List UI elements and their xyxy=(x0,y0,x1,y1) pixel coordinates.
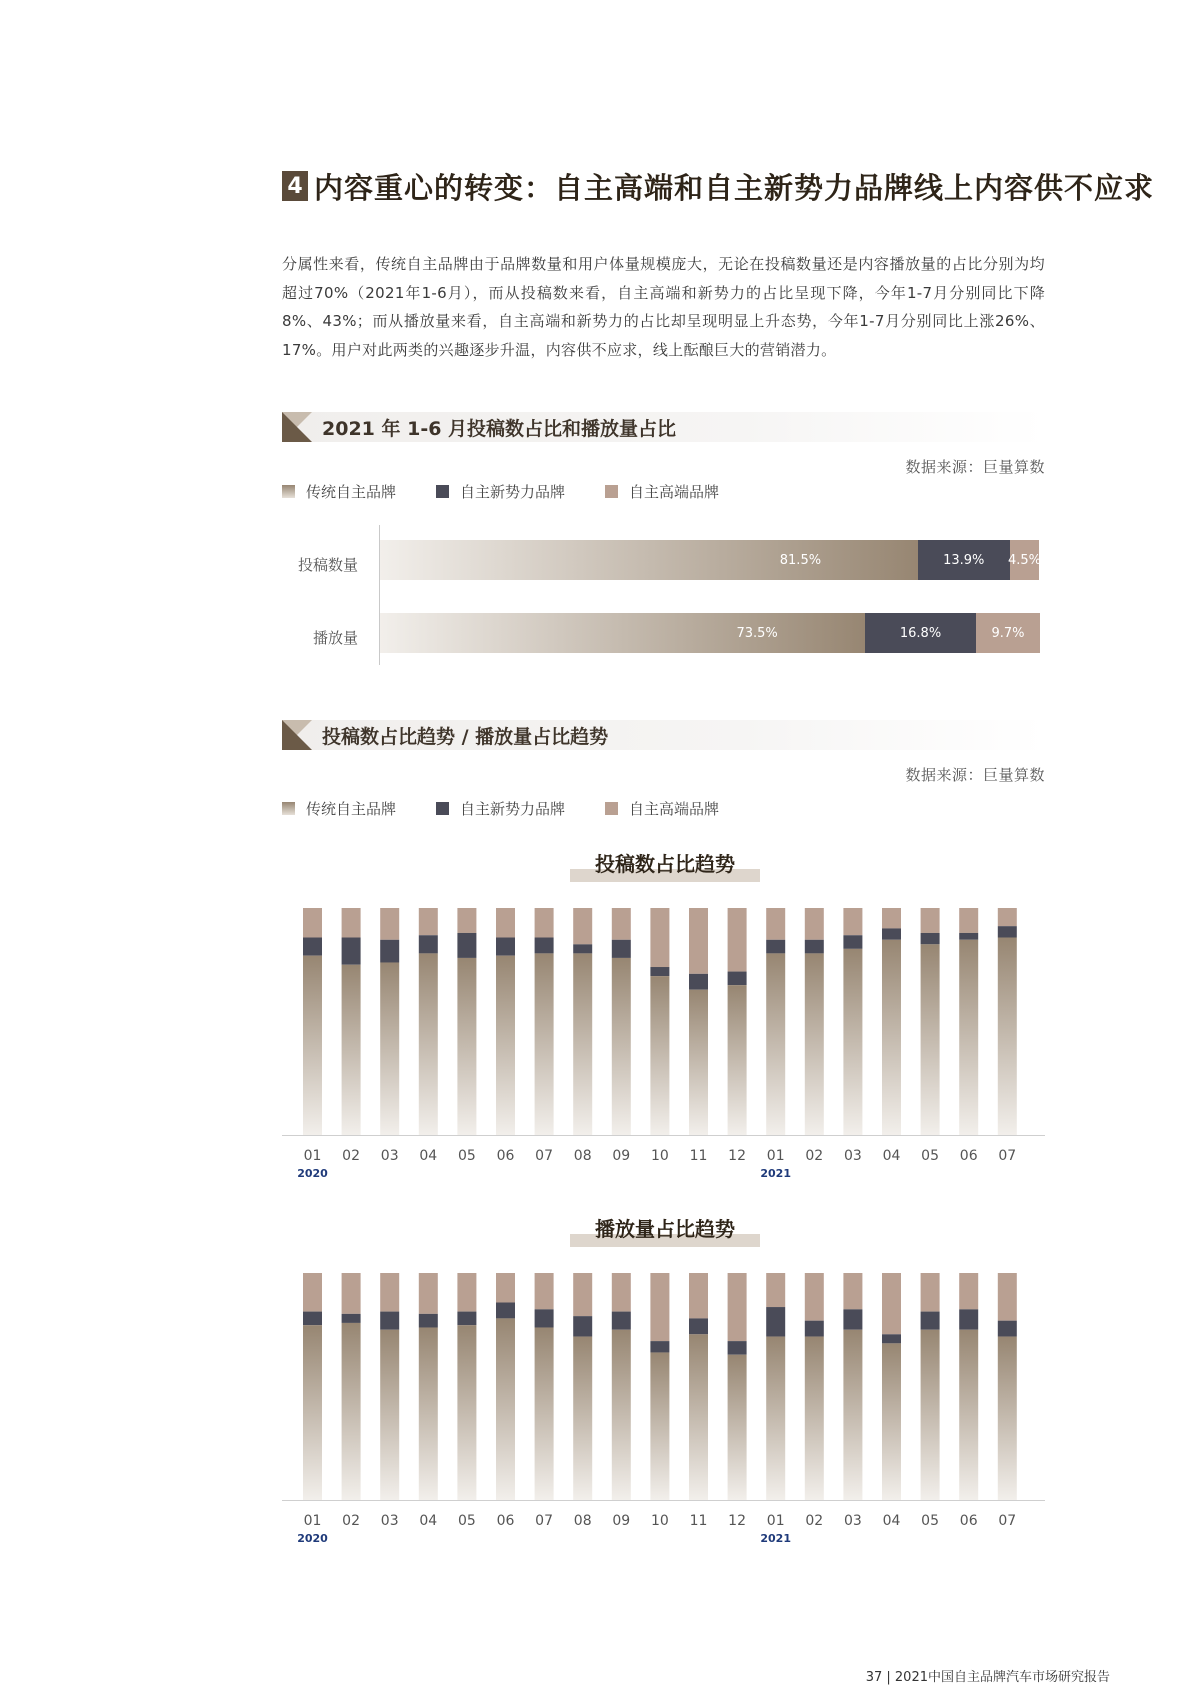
legend-item-traditional xyxy=(282,798,396,819)
chart1-title-text: 投稿数占比趋势 xyxy=(595,852,735,876)
x-tick-label: 04 xyxy=(419,1148,438,1164)
legend-swatch xyxy=(282,802,295,815)
bar-segment-high xyxy=(805,1273,824,1321)
bar-segment-high xyxy=(766,1273,785,1307)
page-footer: 37 | 2021中国自主品牌汽车市场研究报告 xyxy=(865,1670,1110,1685)
hbar-value-label: 81.5% xyxy=(779,552,822,568)
bar-segment-traditional xyxy=(998,938,1017,1135)
bar-segment-high xyxy=(843,908,862,935)
x-tick-label: 02 xyxy=(342,1148,361,1164)
x-tick-label: 04 xyxy=(882,1513,901,1529)
legend-label: 自主高端品牌 xyxy=(629,482,720,501)
x-tick-label: 04 xyxy=(882,1148,901,1164)
bar-segment-traditional xyxy=(843,949,862,1135)
block2-title: 投稿数占比趋势 / 播放量占比趋势 xyxy=(322,725,609,748)
bar-segment-high xyxy=(689,908,708,974)
bar-segment-high xyxy=(959,1273,978,1309)
year-label: 2021 xyxy=(760,1532,792,1545)
bar-segment-traditional xyxy=(728,1355,747,1500)
x-tick-label: 01 xyxy=(766,1148,785,1164)
block1-header xyxy=(282,412,1045,442)
bar-segment-traditional xyxy=(380,1330,399,1500)
bar-segment-high xyxy=(728,908,747,972)
x-tick-label: 07 xyxy=(998,1148,1017,1164)
bar-segment-new xyxy=(650,1341,669,1352)
year-label: 2020 xyxy=(297,1532,328,1545)
legend-item-traditional xyxy=(282,481,396,502)
x-tick-label: 01 xyxy=(766,1513,785,1529)
bar-segment-high xyxy=(303,908,322,938)
chart1-title xyxy=(570,848,760,882)
hbar-value-label: 9.7% xyxy=(991,625,1025,641)
bar-segment-traditional xyxy=(573,1337,592,1500)
hbar-segment-high xyxy=(1007,540,1041,580)
x-tick-label: 10 xyxy=(650,1513,669,1529)
bar-segment-high xyxy=(496,1273,515,1303)
section-title-text: 内容重心的转变：自主高端和自主新势力品牌线上内容供不应求 xyxy=(314,170,1155,205)
bar-segment-traditional xyxy=(535,1327,554,1500)
legend-item-high xyxy=(605,481,719,502)
bar-segment-new xyxy=(959,1309,978,1329)
triangle-icon xyxy=(282,412,312,442)
bar-segment-traditional xyxy=(342,965,361,1135)
bar-segment-high xyxy=(573,1273,592,1316)
hbar-segment-traditional xyxy=(380,613,865,653)
bar-segment-new xyxy=(921,933,940,944)
bar-segment-traditional xyxy=(805,953,824,1135)
bar-segment-traditional xyxy=(419,1327,438,1500)
bar-segment-high xyxy=(496,908,515,938)
hbar-segment-traditional xyxy=(380,540,918,580)
hbar-value-label: 13.9% xyxy=(943,552,985,568)
x-tick-label: 07 xyxy=(535,1148,554,1164)
bar-segment-high xyxy=(882,1273,901,1334)
bar-segment-traditional xyxy=(921,944,940,1135)
bar-segment-high xyxy=(380,908,399,940)
x-tick-label: 01 xyxy=(303,1148,322,1164)
bar-segment-high xyxy=(650,1273,669,1341)
bar-segment-new xyxy=(419,1314,438,1328)
legend-swatch xyxy=(605,802,618,815)
bar-segment-new xyxy=(843,935,862,949)
legend-label: 自主新势力品牌 xyxy=(460,799,566,818)
bar-segment-traditional xyxy=(496,1318,515,1500)
bar-segment-high xyxy=(921,1273,940,1312)
bar-segment-high xyxy=(457,908,476,933)
bar-segment-high xyxy=(921,908,940,933)
x-tick-label: 05 xyxy=(457,1148,476,1164)
bar-segment-new xyxy=(535,938,554,954)
bar-segment-traditional xyxy=(612,1330,631,1500)
legend-label: 自主新势力品牌 xyxy=(460,482,566,501)
x-tick-label: 09 xyxy=(612,1148,631,1164)
block1-legend xyxy=(282,481,759,501)
bar-segment-traditional xyxy=(689,990,708,1135)
x-tick-label: 03 xyxy=(843,1148,862,1164)
bar-segment-new xyxy=(882,928,901,939)
bar-segment-high xyxy=(535,908,554,938)
year-label: 2020 xyxy=(297,1167,328,1180)
bar-segment-high xyxy=(342,908,361,938)
legend-swatch xyxy=(436,485,449,498)
legend-swatch xyxy=(605,485,618,498)
bar-segment-new xyxy=(303,938,322,956)
bar-segment-high xyxy=(573,908,592,944)
x-tick-label: 06 xyxy=(496,1513,515,1529)
x-tick-label: 06 xyxy=(959,1513,978,1529)
bar-segment-high xyxy=(419,908,438,935)
block2-source: 数据来源：巨量算数 xyxy=(905,766,1045,784)
bar-segment-high xyxy=(380,1273,399,1312)
bar-segment-high xyxy=(419,1273,438,1314)
bar-segment-traditional xyxy=(805,1337,824,1500)
bar-segment-new xyxy=(805,1321,824,1337)
bar-segment-high xyxy=(998,908,1017,926)
bar-segment-high xyxy=(959,908,978,933)
legend-swatch xyxy=(282,485,295,498)
bar-segment-high xyxy=(457,1273,476,1312)
bar-segment-new xyxy=(380,1312,399,1330)
hbar-value-label: 73.5% xyxy=(736,625,778,641)
bar-segment-new xyxy=(342,1314,361,1323)
bar-segment-traditional xyxy=(303,1325,322,1500)
bar-segment-high xyxy=(728,1273,747,1341)
bar-segment-high xyxy=(998,1273,1017,1321)
bar-segment-high xyxy=(612,908,631,940)
hbar-segment-new xyxy=(918,540,1010,580)
bar-segment-traditional xyxy=(457,958,476,1135)
hbar-category-label: 播放量 xyxy=(312,629,358,647)
bar-segment-new xyxy=(457,933,476,958)
bar-segment-traditional xyxy=(882,940,901,1135)
bar-segment-new xyxy=(921,1312,940,1330)
legend-item-new xyxy=(436,481,565,502)
bar-segment-new xyxy=(998,1321,1017,1337)
x-tick-label: 10 xyxy=(650,1148,669,1164)
bar-segment-traditional xyxy=(419,953,438,1135)
x-tick-label: 05 xyxy=(457,1513,476,1529)
x-tick-label: 02 xyxy=(805,1513,824,1529)
bar-segment-new xyxy=(612,940,631,958)
bar-segment-traditional xyxy=(959,1330,978,1500)
year-label: 2021 xyxy=(760,1167,792,1180)
bar-segment-new xyxy=(650,967,669,976)
bar-segment-new xyxy=(457,1312,476,1326)
bar-segment-high xyxy=(303,1273,322,1312)
legend-label: 传统自主品牌 xyxy=(306,482,397,501)
section-title xyxy=(282,166,1154,206)
block2-legend xyxy=(282,798,759,818)
x-tick-label: 08 xyxy=(573,1148,592,1164)
hbar-segment-high xyxy=(976,613,1040,653)
legend-label: 传统自主品牌 xyxy=(306,799,397,818)
bar-segment-traditional xyxy=(457,1325,476,1500)
bar-segment-traditional xyxy=(766,953,785,1135)
hbar-category-label: 投稿数量 xyxy=(297,556,358,574)
bar-segment-high xyxy=(612,1273,631,1312)
bar-segment-high xyxy=(689,1273,708,1318)
bar-segment-high xyxy=(805,908,824,940)
x-tick-label: 06 xyxy=(959,1148,978,1164)
bar-segment-high xyxy=(342,1273,361,1314)
x-tick-label: 05 xyxy=(921,1513,940,1529)
bar-segment-traditional xyxy=(959,940,978,1135)
bar-segment-traditional xyxy=(766,1337,785,1500)
bar-segment-high xyxy=(766,908,785,940)
x-tick-label: 11 xyxy=(689,1513,708,1529)
bar-segment-new xyxy=(573,1316,592,1336)
bar-segment-high xyxy=(650,908,669,967)
hbar-segment-new xyxy=(865,613,976,653)
bar-segment-new xyxy=(342,938,361,965)
x-tick-label: 01 xyxy=(303,1513,322,1529)
bar-segment-new xyxy=(496,1303,515,1319)
bar-segment-traditional xyxy=(650,1352,669,1500)
block1-source: 数据来源：巨量算数 xyxy=(905,458,1045,476)
legend-swatch xyxy=(436,802,449,815)
bar-segment-new xyxy=(843,1309,862,1329)
bar-segment-new xyxy=(882,1334,901,1343)
hbar-value-label: 4.5% xyxy=(1007,552,1041,568)
bar-segment-traditional xyxy=(535,953,554,1135)
x-tick-label: 12 xyxy=(728,1148,747,1164)
bar-segment-traditional xyxy=(573,953,592,1135)
bar-segment-traditional xyxy=(921,1330,940,1500)
bar-segment-high xyxy=(535,1273,554,1309)
playback-trend-chart xyxy=(282,1265,1045,1545)
hbar-value-label: 16.8% xyxy=(899,625,942,641)
bar-segment-traditional xyxy=(612,958,631,1135)
triangle-icon xyxy=(282,720,312,750)
x-tick-label: 07 xyxy=(998,1513,1017,1529)
bar-segment-traditional xyxy=(380,962,399,1135)
x-tick-label: 02 xyxy=(342,1513,361,1529)
bar-segment-traditional xyxy=(998,1337,1017,1500)
intro-paragraph: 分属性来看，传统自主品牌由于品牌数量和用户体量规模庞大，无论在投稿数量还是内容播放量的占比分别为均超过70%（2021年1-6月），而从投稿数来看，自主高端和新势力的占比呈现下降，今年1-7月分别同比下降8%、43%；而从播放量来看，自主高端和新势力的占比却呈现明显上升态势，今年1-7月分别同比上涨26%、17%。用户对此两类的兴趣逐步升温，内容供不应求，线上酝酿巨大的营销潜力。 xyxy=(282,255,1045,359)
bar-segment-traditional xyxy=(650,976,669,1135)
bar-segment-new xyxy=(766,940,785,954)
bar-segment-new xyxy=(303,1312,322,1326)
x-tick-label: 09 xyxy=(612,1513,631,1529)
bar-segment-new xyxy=(689,974,708,990)
x-tick-label: 03 xyxy=(380,1513,399,1529)
bar-segment-new xyxy=(805,940,824,954)
bar-segment-traditional xyxy=(843,1330,862,1500)
bar-segment-new xyxy=(535,1309,554,1327)
hbar-row xyxy=(380,613,1040,653)
x-tick-label: 03 xyxy=(380,1148,399,1164)
bar-segment-traditional xyxy=(689,1334,708,1500)
bar-segment-new xyxy=(728,972,747,986)
bar-segment-new xyxy=(998,926,1017,937)
bar-segment-new xyxy=(573,944,592,953)
bar-segment-traditional xyxy=(728,985,747,1135)
x-tick-label: 12 xyxy=(728,1513,747,1529)
legend-item-high xyxy=(605,798,719,819)
block1-title: 2021 年 1-6 月投稿数占比和播放量占比 xyxy=(322,417,677,440)
bar-segment-new xyxy=(959,933,978,940)
hbar-row xyxy=(380,540,1040,580)
bar-segment-new xyxy=(380,940,399,963)
x-tick-label: 06 xyxy=(496,1148,515,1164)
legend-label: 自主高端品牌 xyxy=(629,799,720,818)
chart2-title xyxy=(570,1213,760,1247)
bar-segment-new xyxy=(728,1341,747,1355)
bar-segment-traditional xyxy=(342,1323,361,1500)
bar-segment-traditional xyxy=(496,956,515,1135)
bar-segment-new xyxy=(496,938,515,956)
bar-segment-high xyxy=(843,1273,862,1309)
bar-segment-new xyxy=(612,1312,631,1330)
x-tick-label: 07 xyxy=(535,1513,554,1529)
x-tick-label: 08 xyxy=(573,1513,592,1529)
bar-segment-new xyxy=(766,1307,785,1337)
bar-segment-traditional xyxy=(303,956,322,1135)
section-number: 4 xyxy=(282,171,308,201)
submission-trend-chart xyxy=(282,900,1045,1180)
x-tick-label: 04 xyxy=(419,1513,438,1529)
bar-segment-new xyxy=(419,935,438,953)
x-tick-label: 05 xyxy=(921,1148,940,1164)
block2-header xyxy=(282,720,1045,750)
bar-segment-new xyxy=(689,1318,708,1334)
x-tick-label: 02 xyxy=(805,1148,824,1164)
bar-segment-traditional xyxy=(882,1343,901,1500)
x-tick-label: 03 xyxy=(843,1513,862,1529)
bar-segment-high xyxy=(882,908,901,928)
chart2-title-text: 播放量占比趋势 xyxy=(595,1217,735,1241)
legend-item-new xyxy=(436,798,565,819)
x-tick-label: 11 xyxy=(689,1148,708,1164)
